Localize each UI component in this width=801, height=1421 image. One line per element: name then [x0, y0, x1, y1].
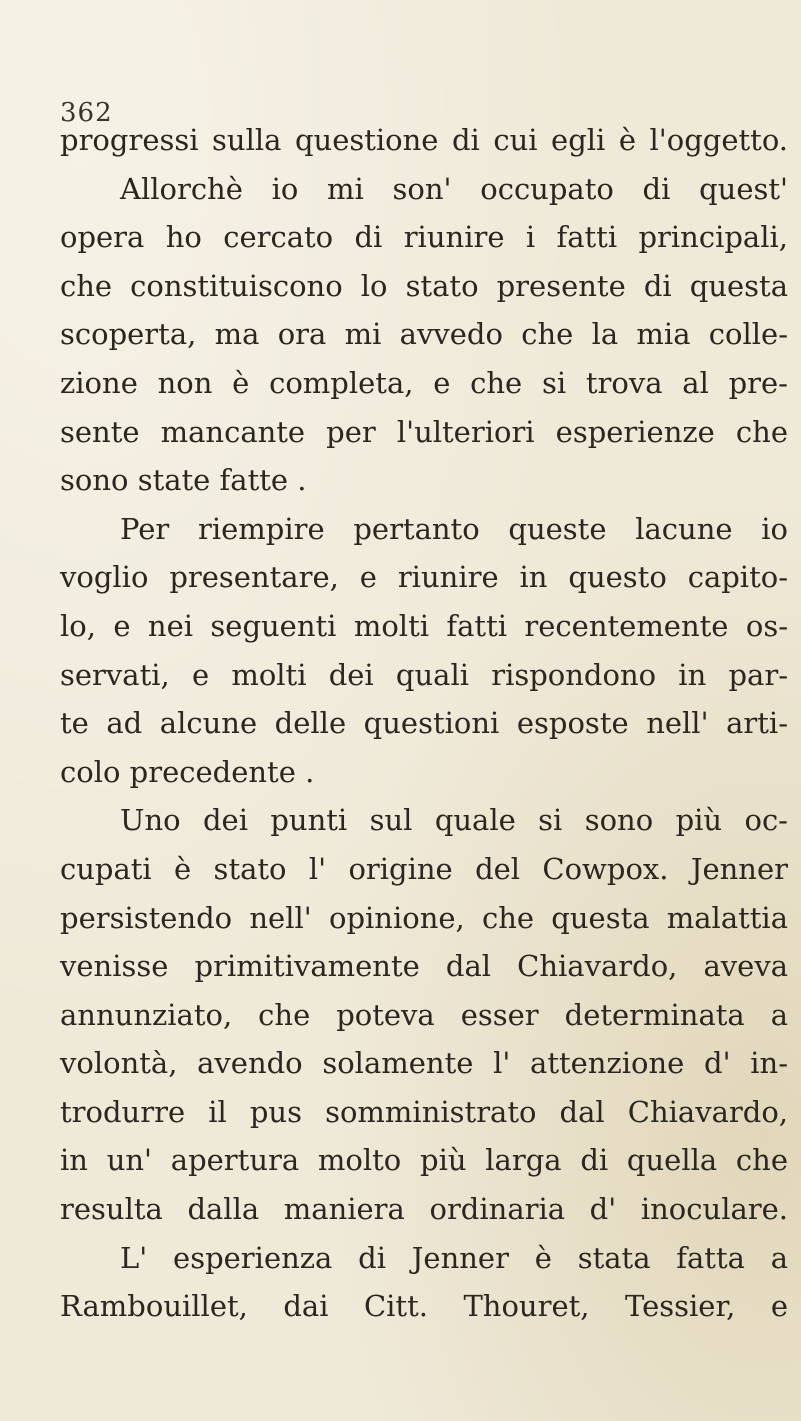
text-line: scoperta, ma ora mi avvedo che la mia colle- — [60, 317, 788, 352]
text-line: progressi sulla questione di cui egli è l'oggetto. — [60, 123, 788, 157]
text-line: zione non è completa, e che si trova al pre- — [60, 365, 788, 400]
text-line: Uno dei punti sul quale si sono più oc- — [120, 803, 788, 838]
text-line: volontà, avendo solamente l' attenzione d' in- — [60, 1046, 788, 1081]
text-line: lo, e nei seguenti molti fatti recentemente os- — [60, 608, 788, 643]
text-line: opera ho cercato di riunire i fatti principali, — [60, 220, 788, 255]
text-line: L' esperienza di Jenner è stata fatta a — [120, 1240, 788, 1275]
text-line: in un' apertura molto più larga di quella che — [60, 1143, 788, 1178]
text-line: che constituiscono lo stato presente di questa — [60, 268, 788, 303]
text-line: venisse primitivamente dal Chiavardo, aveva — [60, 949, 788, 984]
text-line: persistendo nell' opinione, che questa malattia — [60, 900, 788, 935]
text-line: Per riempire pertanto queste lacune io — [120, 511, 788, 546]
text-line: annunziato, che poteva esser determinata a — [60, 997, 788, 1032]
text-line: resulta dalla maniera ordinaria d' inoculare. — [60, 1192, 788, 1227]
text-line: sente mancante per l'ulteriori esperienze che — [60, 414, 788, 449]
text-line: te ad alcune delle questioni esposte nell' arti- — [60, 706, 788, 741]
text-line: trodurre il pus somministrato dal Chiavardo, — [60, 1094, 788, 1129]
text-line: colo precedente . — [60, 754, 315, 789]
text-line: cupati è stato l' origine del Cowpox. Jenner — [60, 851, 788, 886]
text-line: voglio presentare, e riunire in questo capito- — [60, 560, 788, 595]
text-line: Allorchè io mi son' occupato di quest' — [120, 171, 788, 206]
text-line: Rambouillet, dai Citt. Thouret, Tessier, e — [60, 1289, 788, 1324]
page-number: 362 — [60, 98, 113, 128]
body-text — [60, 116, 788, 1331]
text-line: sono state fatte . — [60, 463, 307, 498]
text-line: servati, e molti dei quali rispondono in par- — [60, 657, 788, 692]
